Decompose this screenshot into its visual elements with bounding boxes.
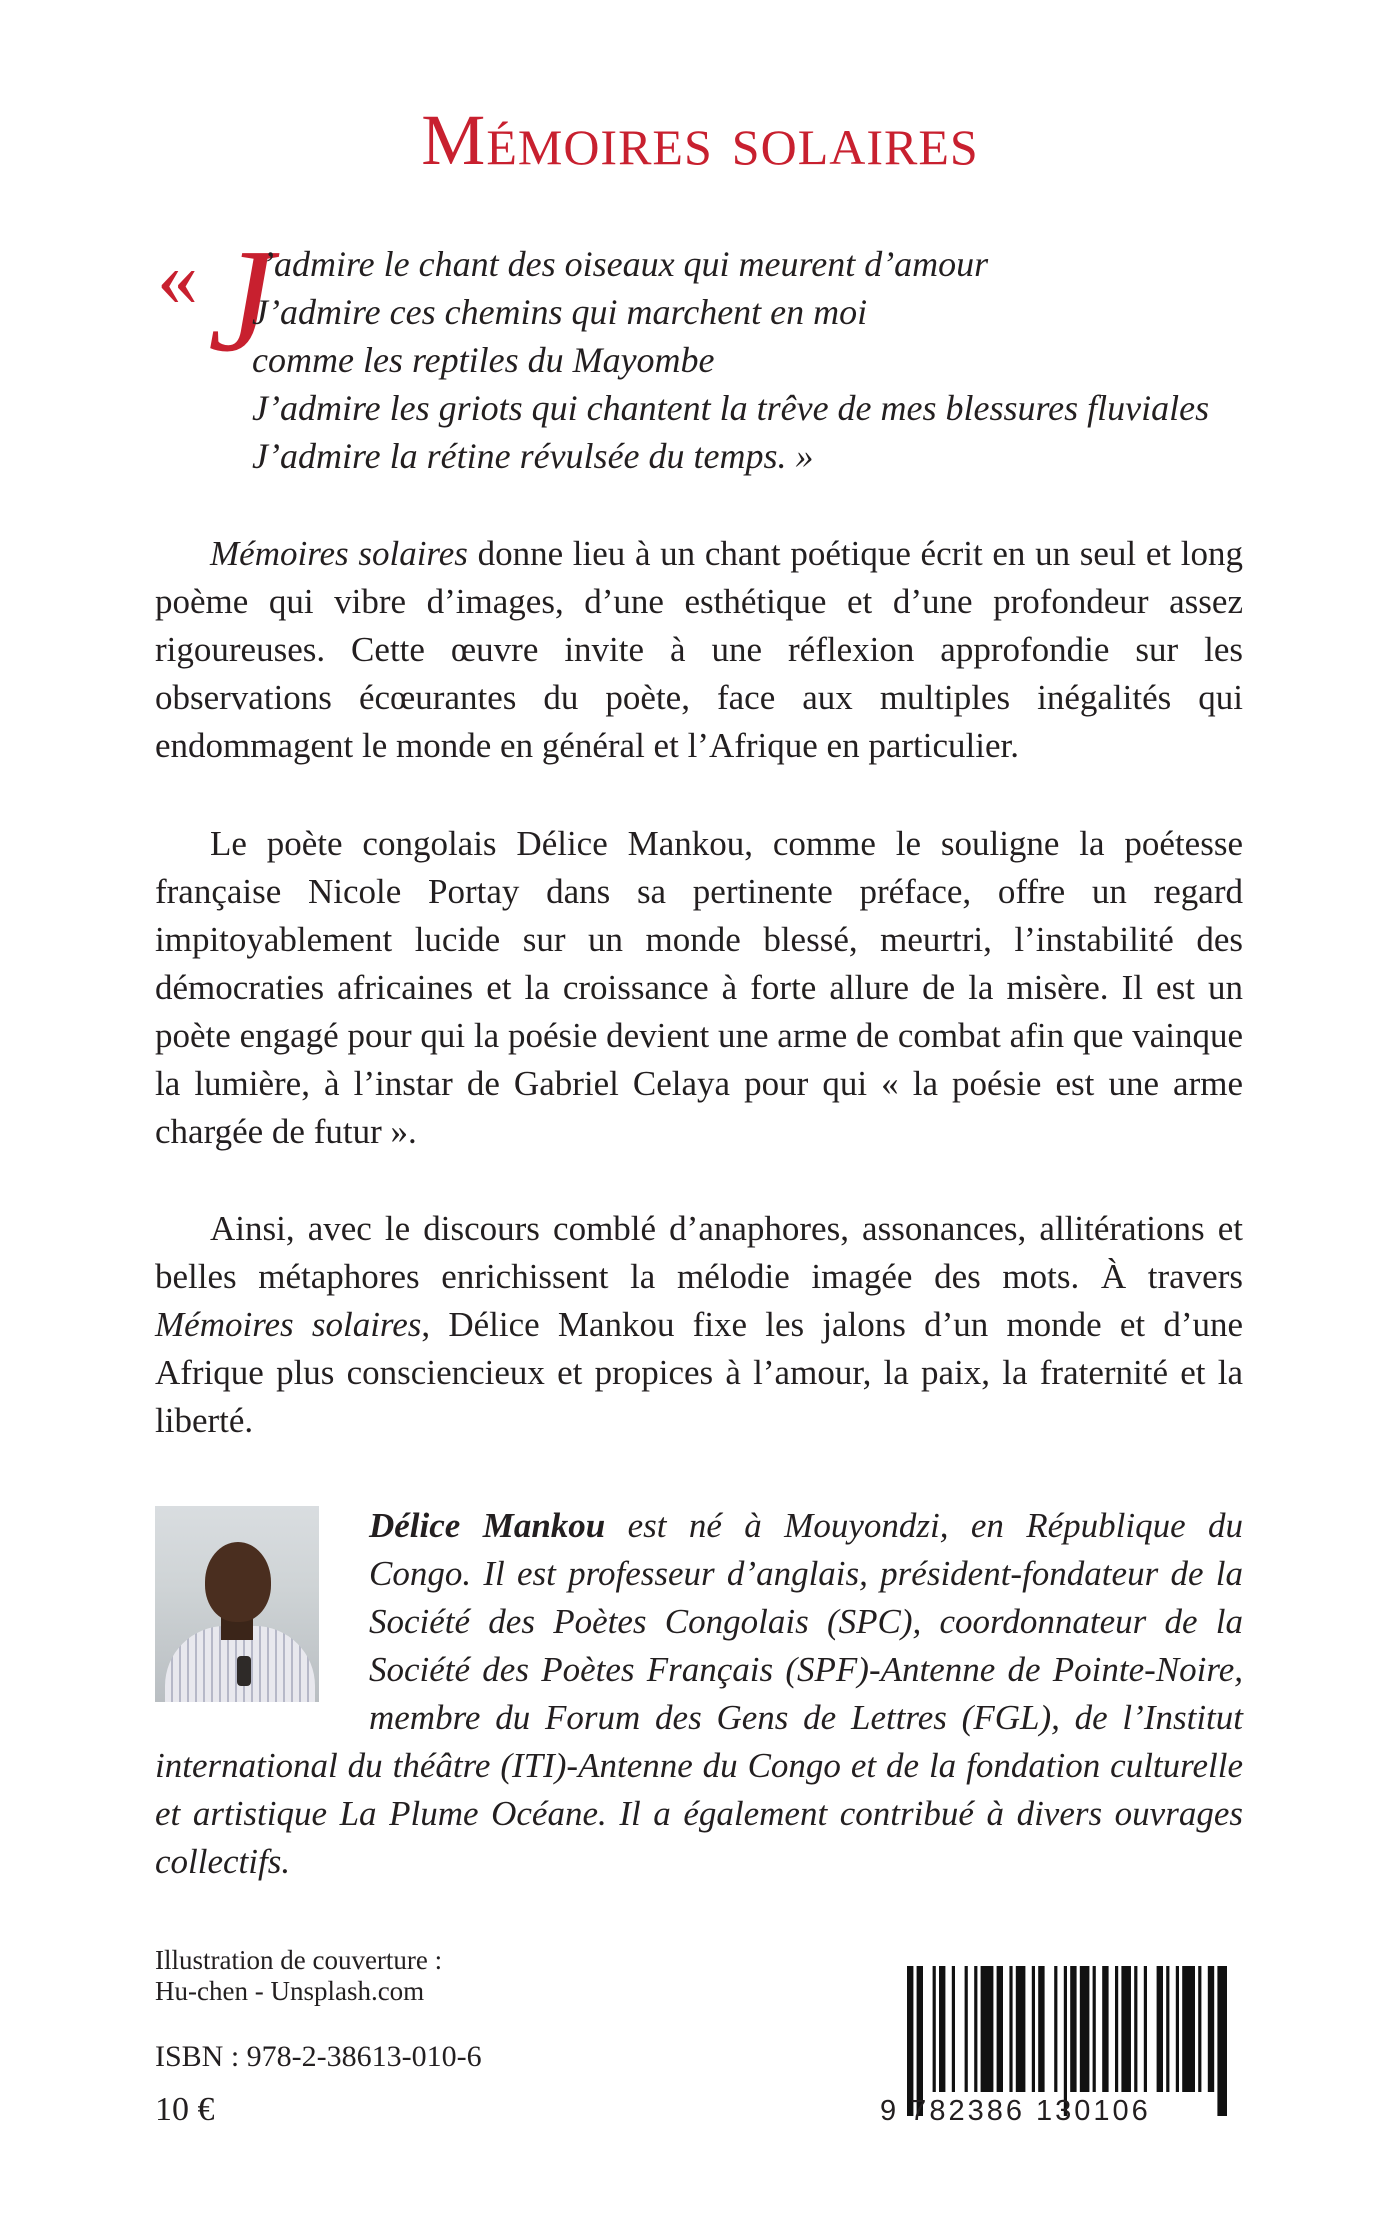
barcode-bar bbox=[1144, 1966, 1147, 2092]
summary-paragraph-2 bbox=[155, 820, 1243, 1156]
book-title-italic: Mémoires solaires bbox=[210, 534, 468, 573]
barcode-bar bbox=[1115, 1966, 1118, 2092]
author-name: Délice Mankou bbox=[369, 1506, 606, 1545]
price: 10 € bbox=[155, 2091, 215, 2128]
barcode-bar bbox=[997, 1966, 1003, 2092]
barcode-bar bbox=[1016, 1966, 1026, 2092]
cover-credit-source: Hu-chen - Unsplash.com bbox=[155, 1976, 425, 2006]
barcode-bar bbox=[1032, 1966, 1035, 2092]
barcode-bar bbox=[952, 1966, 955, 2092]
barcode-bar bbox=[933, 1966, 936, 2092]
barcode-bar bbox=[939, 1966, 945, 2092]
epigraph-line: comme les reptiles du Mayombe bbox=[252, 340, 715, 380]
barcode-bar bbox=[1166, 1966, 1169, 2092]
cover-credit-label: Illustration de couverture : bbox=[155, 1945, 443, 1975]
barcode-bar bbox=[1134, 1966, 1137, 2092]
barcode-bar bbox=[1176, 1966, 1179, 2092]
book-title: Mémoires solaires bbox=[421, 100, 979, 180]
epigraph-line: ’admire le chant des oiseaux qui meurent d’amour bbox=[262, 244, 989, 284]
isbn: ISBN : 978-2-38613-010-6 bbox=[155, 2040, 482, 2073]
barcode-bar bbox=[1093, 1966, 1096, 2092]
paragraph-text: Le poète congolais Délice Mankou, comme le souligne la poétesse française Nicole Portay dans sa pertinente préface, offre un regard impitoyablement lucide sur un monde blessé, meurtri, l’instabilité des démocraties africaines et la croissance à forte allure de la misère. Il est un poète engagé pour qui la poésie devient une arme de combat afin que vainque la lumière, à l’instar de Gabriel Celaya pour qui « la poésie est une arme chargée de futur ». bbox=[155, 824, 1243, 1151]
barcode-bar bbox=[1038, 1966, 1044, 2092]
cover-credit bbox=[155, 1945, 442, 2007]
barcode-bar bbox=[981, 1966, 994, 2092]
paragraph-text: Ainsi, avec le discours comblé d’anaphores, assonances, allitérations et belles métaphores enrichissent la mélodie imagée des mots. À travers bbox=[155, 1209, 1243, 1296]
barcode-bar bbox=[1070, 1966, 1076, 2092]
barcode-bar bbox=[1121, 1966, 1131, 2092]
summary-paragraph-1 bbox=[155, 530, 1243, 770]
barcode-bar bbox=[1182, 1966, 1195, 2092]
barcode-bar bbox=[1198, 1966, 1201, 2092]
barcode-bar bbox=[1054, 1966, 1057, 2092]
barcode-bar bbox=[1157, 1966, 1163, 2092]
book-title-italic: Mémoires solaires bbox=[155, 1305, 422, 1344]
barcode-digits: 9 782386 130106 bbox=[880, 2095, 1151, 2127]
barcode-bar bbox=[1102, 1966, 1108, 2092]
barcode-bar bbox=[1080, 1966, 1090, 2092]
epigraph-dropcap: J bbox=[208, 219, 274, 383]
paragraph-text: donne lieu à un chant poétique écrit en un seul et long poème qui vibre d’images, d’une esthétique et d’une profondeur assez rigoureuses. Cette œuvre invite à une réflexion approfondie sur les observations écœurantes du poète, face aux multiples inégalités qui endommagent le monde en général et l’Afrique en particulier. bbox=[155, 534, 1244, 765]
barcode-bar bbox=[1009, 1966, 1012, 2092]
epigraph-line: J’admire la rétine révulsée du temps. » bbox=[252, 436, 814, 476]
barcode-bar bbox=[1208, 1966, 1214, 2092]
author-bio bbox=[155, 1502, 1243, 1886]
epigraph-line: J’admire ces chemins qui marchent en moi bbox=[252, 292, 868, 332]
barcode-bar bbox=[974, 1966, 977, 2092]
paragraph-text: , Délice Mankou fixe les jalons d’un monde et d’une Afrique plus consciencieux et propices à l’amour, la paix, la fraternité et la liberté. bbox=[155, 1305, 1244, 1440]
epigraph-line: J’admire les griots qui chantent la trêve de mes blessures fluviales bbox=[252, 388, 1210, 428]
author-bio-text: est né à Mouyondzi, en République du Congo. Il est professeur d’anglais, président-fondateur de la Société des Poètes Congolais (SPC), coordonnateur de la Société des Poètes Français (SPF)-Antenne de Pointe-Noire, membre du Forum des Gens de Lettres (FGL), de l’Institut international du théâtre (ITI)-Antenne du Congo et de la fondation culturelle et artistique La Plume Océane. Il a également contribué à divers ouvrages collectifs. bbox=[155, 1506, 1243, 1881]
barcode-bar bbox=[965, 1966, 968, 2092]
epigraph bbox=[252, 240, 1252, 480]
epigraph-open-quote: « bbox=[157, 232, 198, 323]
summary-paragraph-3 bbox=[155, 1205, 1243, 1445]
